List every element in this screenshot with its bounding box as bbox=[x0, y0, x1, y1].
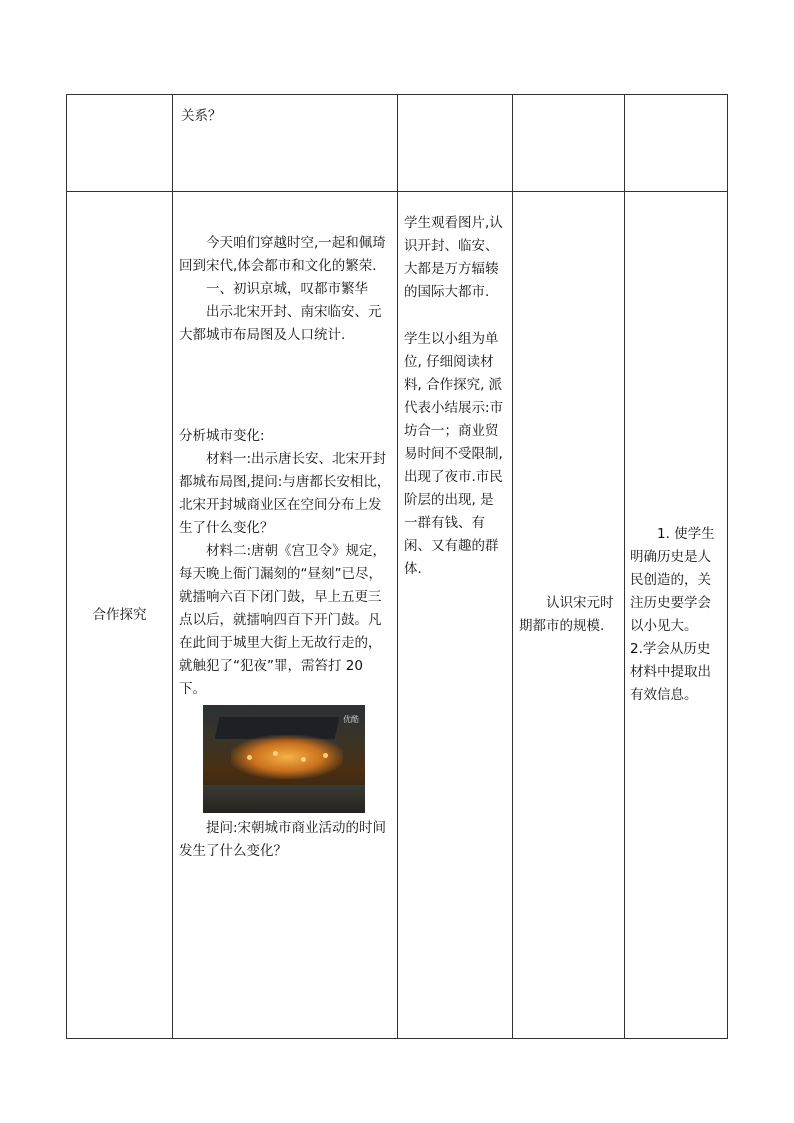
cell-content bbox=[513, 192, 625, 1039]
material-two: 材料二:唐朝《宫卫令》规定，每天晚上衙门漏刻的“昼刻”已尽，就擂响六百下闭门鼓，早上五更三点以后，就擂响四百下开门鼓。凡在此间于城里大街上无故行走的，就触犯了“犯夜”罪，需笞打 20 下。 bbox=[179, 543, 387, 697]
question-text: 提问:宋朝城市商业活动的时间发生了什么变化？ bbox=[179, 820, 387, 859]
cell-student-activity bbox=[398, 95, 513, 192]
teacher-text: 关系？ bbox=[181, 108, 222, 124]
image-watermark: 优酷 bbox=[343, 715, 359, 724]
teacher-intro: 今天咱们穿越时空,一起和佩琦回到宋代,体会都市和文化的繁荣. bbox=[179, 235, 386, 274]
table-row bbox=[67, 95, 728, 192]
teacher-step: 出示北宋开封、南宋临安、元大都城市布局图及人口统计. bbox=[179, 304, 382, 343]
cell-student-activity bbox=[398, 192, 513, 1039]
lesson-table bbox=[66, 94, 728, 1039]
stage-label: 合作探究 bbox=[92, 606, 147, 623]
cell-content bbox=[513, 95, 625, 192]
intent-text-1: 1. 使学生明确历史是人民创造的，关注历史要学会以小见大。 bbox=[630, 526, 715, 634]
cell-teacher-activity bbox=[173, 192, 398, 1039]
cell-stage bbox=[67, 95, 173, 192]
section-heading: 一、初识京城，叹都市繁华 bbox=[206, 281, 368, 297]
cell-intent bbox=[625, 192, 728, 1039]
student-text-2: 学生以小组为单位, 仔细阅读材料, 合作探究, 派代表小结展示:市坊合一；商业贸易时间不受限制, 出现了夜市.市民阶层的出现, 是一群有钱、有闲、又有趣的群体. bbox=[404, 331, 504, 577]
table-row bbox=[67, 192, 728, 1039]
cell-stage bbox=[67, 192, 173, 1039]
cell-intent bbox=[625, 95, 728, 192]
intent-text-2: 2.学会从历史材料中提取出有效信息。 bbox=[630, 641, 711, 703]
material-one: 材料一:出示唐长安、北宋开封都城布局图,提问:与唐都长安相比，北宋开封城商业区在空间分布上发生了什么变化？ bbox=[179, 451, 391, 536]
cell-teacher-activity bbox=[173, 95, 398, 192]
analysis-heading: 分析城市变化: bbox=[179, 428, 265, 444]
content-text: 认识宋元时期都市的规模. bbox=[519, 595, 614, 634]
night-market-image bbox=[203, 705, 365, 813]
student-text-1: 学生观看图片,认识开封、临安、大都是万方辐辏的国际大都市. bbox=[404, 215, 503, 300]
